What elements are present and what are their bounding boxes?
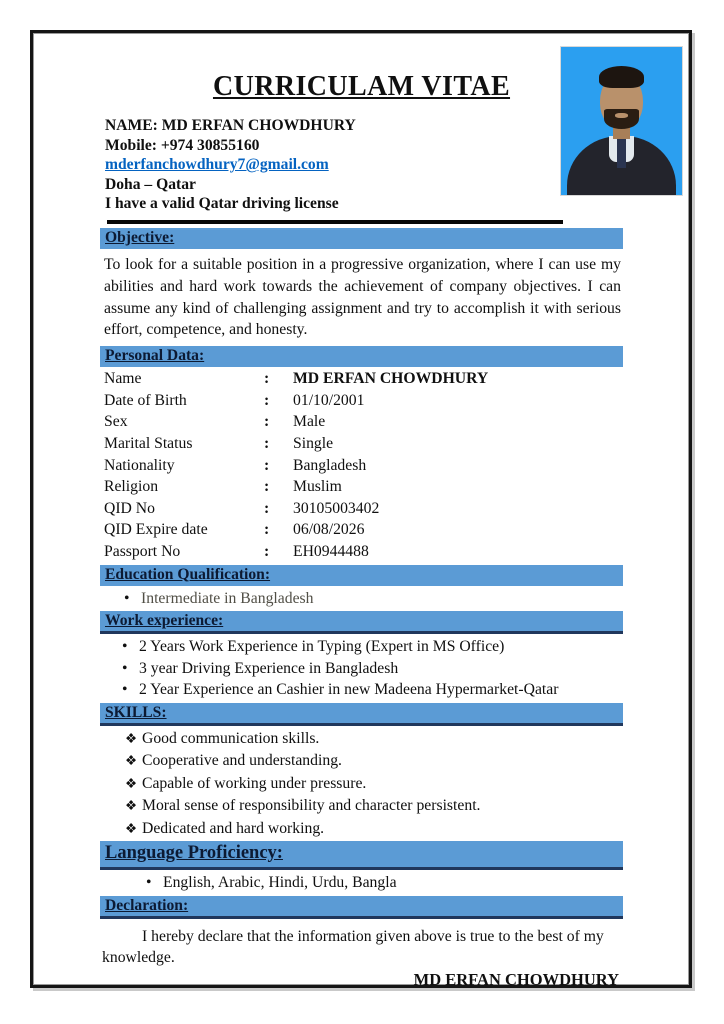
- diamond-bullet-icon: ❖: [125, 730, 138, 746]
- list-item: [100, 872, 623, 894]
- declaration-heading-label: Declaration:: [105, 896, 189, 914]
- contact-block: [105, 116, 623, 214]
- table-row: [104, 433, 488, 455]
- field-value: 30105003402: [293, 499, 380, 517]
- table-row: [104, 519, 488, 541]
- field-value: 01/10/2001: [293, 391, 365, 409]
- list-item-text: 2 Year Experience an Cashier in new Madeena Hypermarket-Qatar: [139, 681, 559, 699]
- field-separator: :: [264, 434, 270, 452]
- declaration-text: I hereby declare that the information given above is true to the best of my knowledge.: [102, 927, 604, 967]
- list-item: [100, 588, 623, 610]
- list-item: [100, 795, 623, 816]
- field-label: Date of Birth: [104, 391, 187, 409]
- cv-content: [100, 33, 623, 990]
- list-item-text: Capable of working under pressure.: [142, 774, 367, 792]
- objective-heading-label: Objective:: [105, 228, 175, 246]
- list-item: [100, 636, 623, 658]
- section-heading-objective: [100, 228, 623, 249]
- photo-tie-shape: [617, 138, 626, 168]
- bullet-icon: •: [122, 681, 128, 699]
- photo-hair-shape: [599, 66, 644, 88]
- field-value: MD ERFAN CHOWDHURY: [293, 370, 489, 388]
- field-label: QID Expire date: [104, 521, 208, 539]
- list-item-text: Dedicated and hard working.: [142, 819, 325, 837]
- list-item: [100, 728, 623, 749]
- language-list: [100, 872, 623, 894]
- field-separator: :: [264, 413, 270, 431]
- email-link[interactable]: mderfanchowdhury7@gmail.com: [105, 156, 329, 174]
- diamond-bullet-icon: ❖: [125, 753, 138, 769]
- table-row: [104, 455, 488, 477]
- field-label: Marital Status: [104, 434, 193, 452]
- skills-heading-label: SKILLS:: [105, 703, 167, 721]
- section-heading-personal-data: [100, 346, 623, 367]
- signature-name: MD ERFAN CHOWDHURY: [413, 970, 619, 990]
- personal-data-heading-label: Personal Data:: [105, 347, 205, 365]
- field-value: EH0944488: [293, 542, 369, 560]
- contact-location: Doha – Qatar: [105, 175, 196, 193]
- diamond-bullet-icon: ❖: [125, 798, 138, 814]
- cv-sheet: [30, 30, 692, 988]
- field-separator: :: [264, 391, 270, 409]
- field-separator: :: [264, 499, 270, 517]
- diamond-bullet-icon: ❖: [125, 775, 138, 791]
- list-item: [100, 818, 623, 839]
- contact-email-line: [105, 155, 623, 175]
- list-item-text: 2 Years Work Experience in Typing (Expert in MS Office): [139, 638, 505, 656]
- bullet-icon: •: [124, 589, 130, 607]
- photo-beard-shape: [604, 109, 639, 129]
- table-row: [104, 411, 488, 433]
- contact-license-line: I have a valid Qatar driving license: [105, 195, 339, 213]
- education-heading-label: Education Qualification:: [105, 565, 271, 583]
- section-heading-education: [100, 565, 623, 586]
- list-item: [100, 773, 623, 794]
- list-item-text: 3 year Driving Experience in Bangladesh: [139, 659, 399, 677]
- list-item-text: English, Arabic, Hindi, Urdu, Bangla: [163, 873, 397, 891]
- section-heading-declaration: [100, 896, 623, 919]
- field-separator: :: [264, 370, 270, 388]
- field-label: Name: [104, 370, 142, 388]
- horizontal-rule: [107, 220, 563, 224]
- education-list: [100, 588, 623, 610]
- field-value: Bangladesh: [293, 456, 367, 474]
- contact-name-line: NAME: MD ERFAN CHOWDHURY: [105, 117, 356, 134]
- skills-list: [100, 728, 623, 839]
- table-row: [104, 368, 488, 390]
- section-heading-language-proficiency: [100, 841, 623, 870]
- objective-text: To look for a suitable position in a progressive organization, where I can use my abilities and hard work towards the achievement of company objectives. I can assume any kind of challenging assignment and try to accomplish it with serious effort, competence, and honesty.: [104, 255, 621, 339]
- diamond-bullet-icon: ❖: [125, 820, 138, 836]
- field-value: 06/08/2026: [293, 521, 365, 539]
- field-separator: :: [264, 456, 270, 474]
- language-heading-label: Language Proficiency:: [105, 842, 283, 863]
- list-item: [100, 679, 623, 701]
- bullet-icon: •: [122, 638, 128, 656]
- list-item-text: Intermediate in Bangladesh: [141, 589, 314, 607]
- field-value: Muslim: [293, 478, 342, 496]
- list-item: [100, 750, 623, 771]
- page-title: CURRICULAM VITAE: [212, 71, 511, 102]
- contact-mobile-line: Mobile: +974 30855160: [105, 136, 260, 154]
- list-item-text: Cooperative and understanding.: [142, 752, 342, 770]
- field-separator: :: [264, 542, 270, 560]
- field-label: Sex: [104, 413, 128, 431]
- table-row: [104, 498, 488, 520]
- work-experience-list: [100, 636, 623, 701]
- table-row: [104, 541, 488, 563]
- section-heading-work-experience: [100, 611, 623, 634]
- field-label: QID No: [104, 499, 155, 517]
- list-item: [100, 658, 623, 680]
- bullet-icon: •: [122, 659, 128, 677]
- field-separator: :: [264, 521, 270, 539]
- section-heading-skills: [100, 703, 623, 726]
- profile-photo: [560, 46, 683, 196]
- field-label: Religion: [104, 478, 159, 496]
- field-value: Male: [293, 413, 326, 431]
- field-label: Nationality: [104, 456, 175, 474]
- field-value: Single: [293, 434, 334, 452]
- work-heading-label: Work experience:: [105, 612, 224, 630]
- photo-mouth-shape: [615, 113, 628, 118]
- list-item-text: Good communication skills.: [142, 729, 320, 747]
- table-row: [104, 476, 488, 498]
- field-separator: :: [264, 478, 270, 496]
- bullet-icon: •: [146, 873, 152, 891]
- field-label: Passport No: [104, 542, 181, 560]
- list-item-text: Moral sense of responsibility and character persistent.: [142, 797, 481, 815]
- table-row: [104, 390, 488, 412]
- personal-data-table: [104, 368, 488, 562]
